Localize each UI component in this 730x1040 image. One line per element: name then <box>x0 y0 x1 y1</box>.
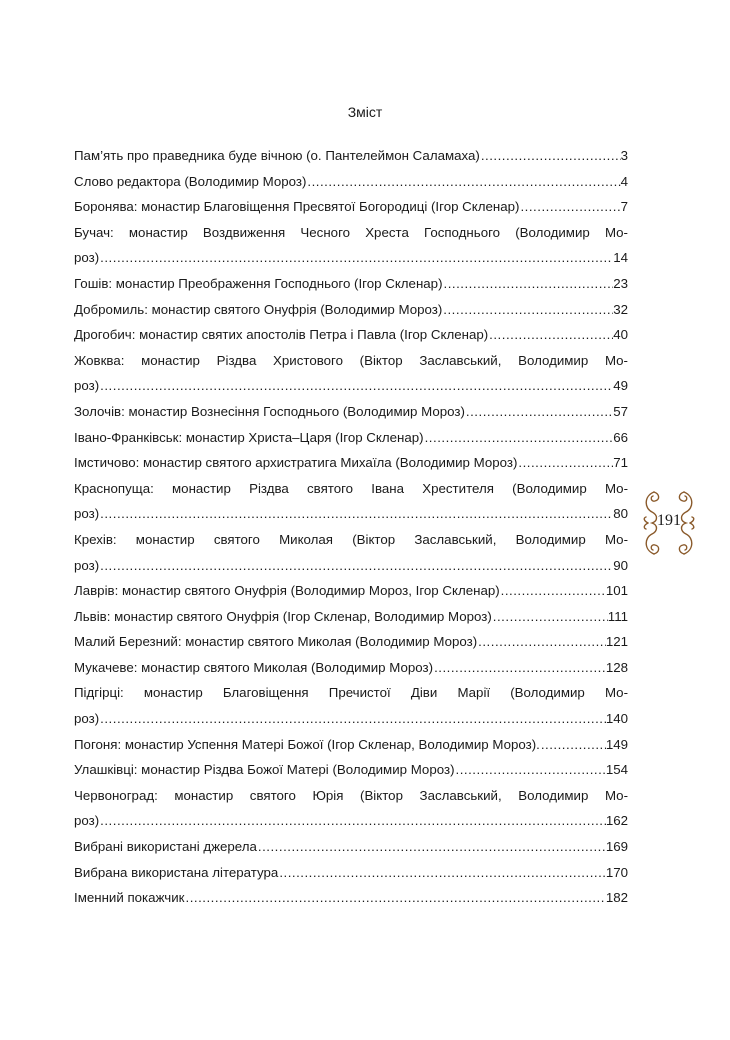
toc-entry-page: 182 <box>605 890 628 906</box>
toc-entry-title-continuation: роз) <box>74 378 100 394</box>
toc-entry-line <box>74 711 628 737</box>
toc-entry-line <box>74 583 628 609</box>
toc-entry-line <box>74 174 628 200</box>
toc-entry-line <box>74 455 628 481</box>
toc-entry-page: 121 <box>605 634 628 650</box>
leader-dots <box>99 813 606 828</box>
toc-entry-title: Краснопуща: монастир Різдва святого Івана Хрестителя (Володимир Мо- <box>74 480 628 496</box>
toc-entry-line <box>74 250 628 276</box>
toc-entry-line <box>74 506 628 532</box>
toc-entry-page: 128 <box>605 659 628 675</box>
leader-dots <box>306 174 620 189</box>
toc-entry-line <box>74 737 628 763</box>
leader-dots <box>185 890 606 905</box>
leader-dots <box>278 865 606 880</box>
toc-entry-page: 140 <box>605 711 628 727</box>
toc-entry-page: 49 <box>613 378 628 394</box>
leader-dots <box>99 506 613 521</box>
leader-dots <box>477 634 606 649</box>
toc-entry-line <box>74 609 628 635</box>
toc-entry-title: Мукачеве: монастир святого Миколая (Володимир Мороз) <box>74 659 434 675</box>
toc-entry-line <box>74 890 628 916</box>
toc-entry-title: Малий Березний: монастир святого Миколая (Володимир Мороз) <box>74 634 478 650</box>
toc-entry-page: 101 <box>605 583 628 599</box>
leader-dots <box>465 404 613 419</box>
toc-entry-title: Улашківці: монастир Різдва Божої Матері (Володимир Мороз) <box>74 762 455 778</box>
toc-entry-title: Слово редактора (Володимир Мороз) <box>74 173 307 189</box>
toc-entry-title: Жовква: монастир Різдва Христового (Віктор Заславський, Володимир Мо- <box>74 352 628 368</box>
toc-entry-title: Гошів: монастир Преображення Господнього (Ігор Скленар) <box>74 275 443 291</box>
leader-dots <box>519 199 620 214</box>
toc-entry-title-continuation: роз) <box>74 250 100 266</box>
page-number-ornament <box>640 488 698 558</box>
toc-entry-line <box>74 378 628 404</box>
toc-entry-title: Бучач: монастир Воздвиження Чесного Хреста Господнього (Володимир Мо- <box>74 224 628 240</box>
toc-entry-title-continuation: роз) <box>74 557 100 573</box>
toc-entry-page: 32 <box>613 301 628 317</box>
toc-entry-line <box>74 634 628 660</box>
leader-dots <box>433 660 606 675</box>
toc-entry-title: Погоня: монастир Успення Матері Божої (Ігор Скленар, Володимир Мороз). <box>74 736 540 752</box>
leader-dots <box>517 455 613 470</box>
toc-entry-title: Золочів: монастир Вознесіння Господнього (Володимир Мороз) <box>74 403 465 419</box>
toc-entry-page: 57 <box>613 403 628 419</box>
toc-entry-line <box>74 813 628 839</box>
toc-entry-line <box>74 404 628 430</box>
toc-entry-title: Червоноград: монастир святого Юрія (Віктор Заславський, Володимир Мо- <box>74 787 628 803</box>
toc-entry-page: 80 <box>613 506 628 522</box>
toc-entry-title: Івано-Франківськ: монастир Христа–Царя (Ігор Скленар) <box>74 429 424 445</box>
toc-entry-page: 162 <box>605 813 628 829</box>
toc-entry-title-continuation: роз) <box>74 813 100 829</box>
leader-dots <box>99 250 613 265</box>
toc-entry-line <box>74 199 628 225</box>
toc-entry-title-continuation: роз) <box>74 506 100 522</box>
toc-entry-title: Дрогобич: монастир святих апостолів Петра і Павла (Ігор Скленар) <box>74 327 489 343</box>
toc-entry-page: 170 <box>605 864 628 880</box>
leader-dots <box>442 302 613 317</box>
toc-entry-line <box>74 353 628 379</box>
leader-dots <box>443 276 614 291</box>
toc-entry-line <box>74 225 628 251</box>
leader-dots <box>500 583 606 598</box>
page-number: 191 <box>657 512 681 529</box>
toc-entry-line <box>74 327 628 353</box>
toc-entry-title: Пам’ять про праведника буде вічною (о. Пантелеймон Саламаха) <box>74 148 480 163</box>
toc-entry-line <box>74 788 628 814</box>
toc-entry-title: Лаврів: монастир святого Онуфрія (Володимир Мороз, Ігор Скленар) <box>74 583 500 599</box>
toc-entry-page: 40 <box>613 327 628 343</box>
toc-entry-page: 90 <box>613 557 628 573</box>
leader-dots <box>99 558 613 573</box>
toc-entry-page: 169 <box>605 839 628 855</box>
table-of-contents <box>74 148 628 916</box>
toc-entry-line <box>74 839 628 865</box>
toc-entry-title-continuation: роз) <box>74 711 100 727</box>
toc-entry-title: Імстичово: монастир святого архистратига Михаїла (Володимир Мороз) <box>74 455 518 471</box>
toc-entry-page: 3 <box>620 148 628 163</box>
toc-entry-page: 23 <box>613 275 628 291</box>
leader-dots <box>99 378 613 393</box>
toc-entry-title: Вибрана використана література <box>74 864 279 880</box>
toc-entry-line <box>74 532 628 558</box>
leader-dots <box>480 148 621 163</box>
toc-entry-line <box>74 148 628 174</box>
toc-entry-page: 154 <box>605 762 628 778</box>
toc-entry-line <box>74 865 628 891</box>
toc-entry-page: 149 <box>605 736 628 752</box>
toc-entry-title: Вибрані використані джерела <box>74 839 257 855</box>
toc-entry-title: Добромиль: монастир святого Онуфрія (Володимир Мороз) <box>74 301 443 317</box>
leader-dots <box>492 609 608 624</box>
leader-dots <box>424 430 614 445</box>
leader-dots <box>99 711 606 726</box>
toc-entry-page: 7 <box>620 199 628 215</box>
toc-entry-line <box>74 276 628 302</box>
toc-entry-title: Крехів: монастир святого Миколая (Віктор Заславський, Володимир Мо- <box>74 531 628 547</box>
leader-dots <box>257 839 606 854</box>
toc-entry-line <box>74 558 628 584</box>
toc-entry-title: Львів: монастир святого Онуфрія (Ігор Скленар, Володимир Мороз) <box>74 608 492 624</box>
toc-entry-line <box>74 302 628 328</box>
toc-entry-title: Іменний покажчик <box>74 890 185 906</box>
toc-entry-line <box>74 430 628 456</box>
toc-entry-line <box>74 762 628 788</box>
toc-entry-page: 66 <box>613 429 628 445</box>
toc-entry-title: Підгірці: монастир Благовіщення Пречистої Діви Марії (Володимир Мо- <box>74 685 628 701</box>
leader-dots <box>488 327 613 342</box>
toc-entry-page: 4 <box>620 173 628 189</box>
toc-entry-line <box>74 685 628 711</box>
toc-entry-line <box>74 481 628 507</box>
toc-entry-page: 71 <box>613 455 628 471</box>
toc-entry-page: 111 <box>607 608 628 624</box>
page-title: Зміст <box>347 104 383 120</box>
toc-entry-title: Боронява: монастир Благовіщення Пресвятої Богородиці (Ігор Скленар) <box>74 199 520 215</box>
leader-dots <box>455 762 606 777</box>
toc-entry-page: 14 <box>613 250 628 266</box>
leader-dots <box>540 737 606 752</box>
toc-entry-line <box>74 660 628 686</box>
